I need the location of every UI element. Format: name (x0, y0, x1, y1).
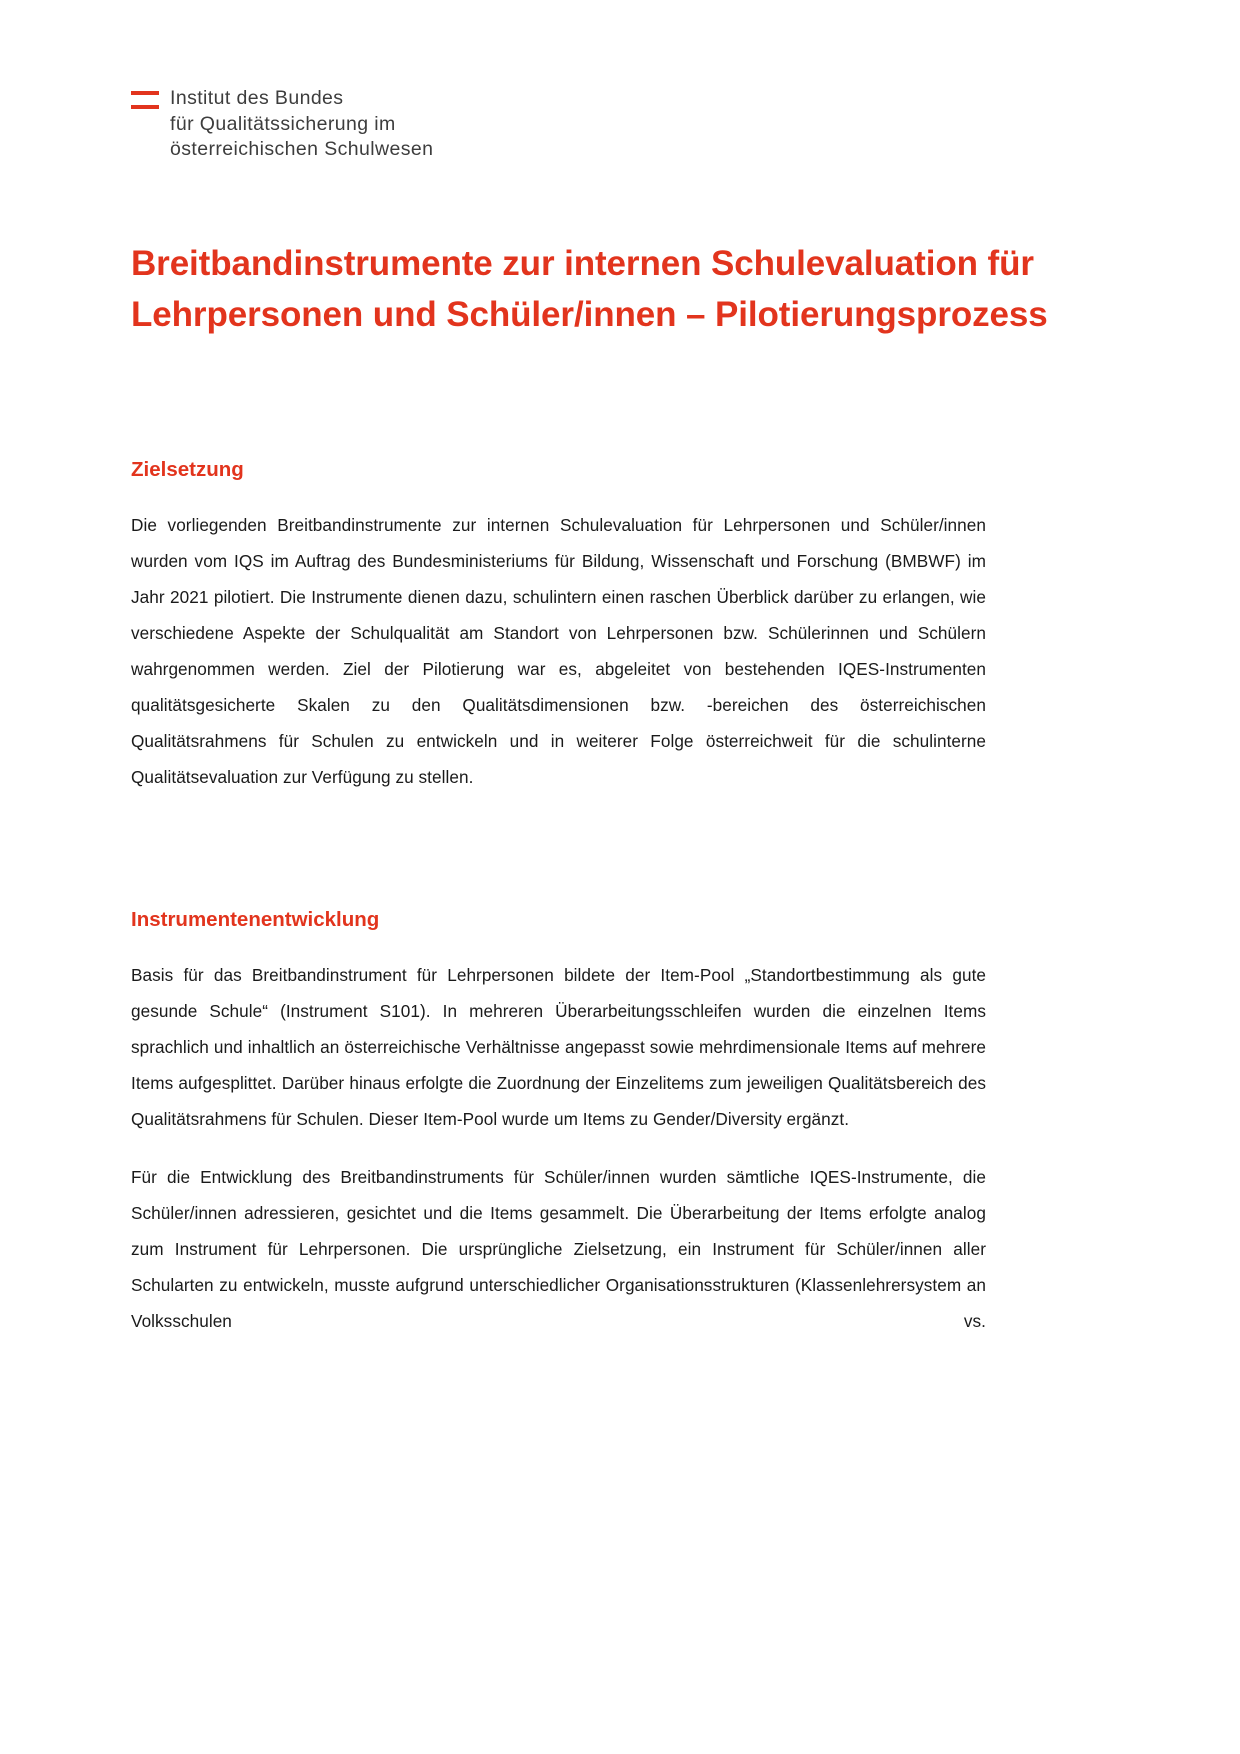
organization-logo (131, 86, 433, 163)
section-zielsetzung (131, 458, 986, 795)
organization-name-line-1: Institut des Bundes (170, 87, 344, 109)
section-heading-instrumentenentwicklung: Instrumentenentwicklung (131, 908, 380, 931)
logo-bar-middle (131, 98, 159, 102)
austria-flag-bars-icon (131, 91, 159, 117)
logo-bar-bottom (131, 105, 159, 109)
paragraph-instrumentenentwicklung-2: Für die Entwicklung des Breitbandinstruments für Schüler/innen wurden sämtliche IQES-Instrumente, die Schüler/innen adressieren, gesichtet und die Items gesammelt. Die Überarbeitung der Items erfolgte analog zum Instrument für Lehrpersonen. Die ursprüngliche Zielsetzung, ein Instrument für Schüler/innen aller Schularten zu entwickeln, musste aufgrund unterschiedlicher Organisationsstrukturen (Klassenlehrersystem an Volksschulen vs. (131, 1167, 986, 1331)
organization-name-line-3: österreichischen Schulwesen (170, 138, 434, 160)
paragraph-zielsetzung-1: Die vorliegenden Breitbandinstrumente zur internen Schulevaluation für Lehrpersonen und Schüler/innen wurden vom IQS im Auftrag des Bundesministeriums für Bildung, Wissenschaft und Forschung (BMBWF) im Jahr 2021 pilotiert. Die Instrumente dienen dazu, schulintern einen raschen Überblick darüber zu erlangen, wie verschiedene Aspekte der Schulqualität am Standort von Lehrpersonen bzw. Schülerinnen und Schülern wahrgenommen werden. Ziel der Pilotierung war es, abgeleitet von bestehenden IQES-Instrumenten qualitätsgesicherte Skalen zu den Qualitätsdimensionen bzw. -bereichen des österreichischen Qualitätsrahmens für Schulen zu entwickeln und in weiterer Folge österreichweit für die schulinterne Qualitätsevaluation zur Verfügung zu stellen. (131, 515, 986, 787)
paragraph-instrumentenentwicklung-1: Basis für das Breitbandinstrument für Lehrpersonen bildete der Item-Pool „Standortbestimmung als gute gesunde Schule“ (Instrument S101). In mehreren Überarbeitungsschleifen wurden die einzelnen Items sprachlich und inhaltlich an österreichische Verhältnisse angepasst sowie mehrdimensionale Items auf mehrere Items aufgesplittet. Darüber hinaus erfolgte die Zuordnung der Einzelitems zum jeweiligen Qualitätsbereich des Qualitätsrahmens für Schulen. Dieser Item-Pool wurde um Items zu Gender/Diversity ergänzt. (131, 965, 986, 1129)
section-instrumentenentwicklung (131, 908, 986, 1339)
section-heading-zielsetzung: Zielsetzung (131, 458, 244, 481)
organization-name (170, 86, 433, 163)
page-title: Breitbandinstrumente zur internen Schulevaluation für Lehrpersonen und Schüler/innen – Pilotierungsprozess (131, 244, 1048, 335)
logo-bar-top (131, 91, 159, 95)
organization-name-line-2: für Qualitätssicherung im (170, 112, 396, 135)
